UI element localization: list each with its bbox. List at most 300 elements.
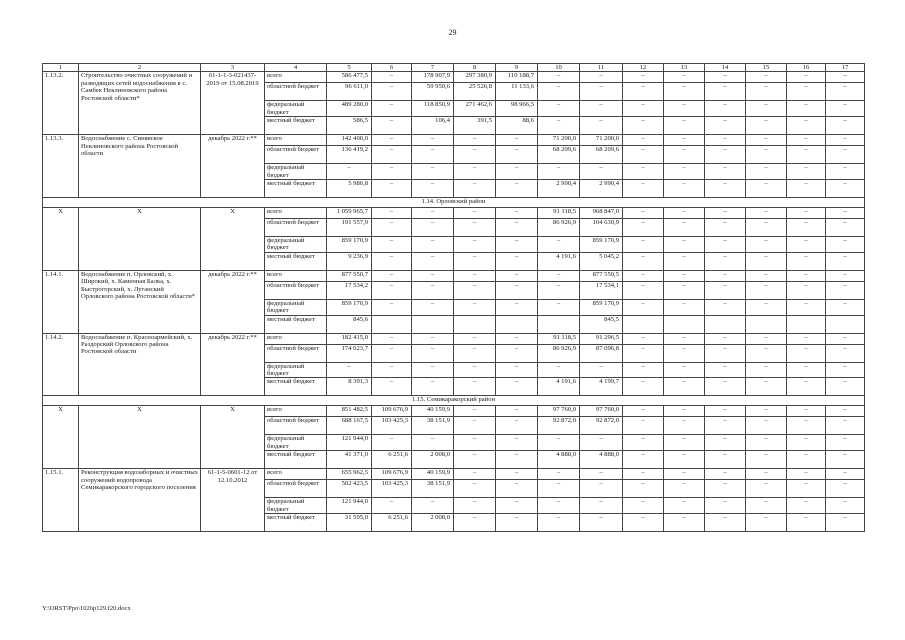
amount-cell: – <box>705 299 746 315</box>
document-date: 61-1-5-0601-12 от 12.10.2012 <box>201 469 265 532</box>
amount-cell: – <box>538 480 580 498</box>
amount-cell: – <box>372 299 412 315</box>
amount-cell: – <box>623 469 664 480</box>
funding-source: всего <box>265 333 327 344</box>
amount-cell: – <box>826 270 865 281</box>
amount-cell: 271 462,6 <box>454 101 496 117</box>
amount-cell: – <box>496 270 538 281</box>
amount-cell: – <box>623 270 664 281</box>
column-number: 1 <box>43 64 79 72</box>
amount-cell: 118 850,9 <box>412 101 454 117</box>
amount-cell: – <box>664 117 705 135</box>
amount-cell: – <box>664 480 705 498</box>
amount-cell: 17 534,2 <box>327 281 372 299</box>
amount-cell: – <box>746 237 787 253</box>
amount-cell: – <box>412 435 454 451</box>
document-date: Х <box>201 208 265 271</box>
amount-cell: – <box>826 378 865 396</box>
funding-source: федеральный бюджет <box>265 299 327 315</box>
amount-cell: – <box>623 164 664 180</box>
amount-cell: – <box>826 333 865 344</box>
amount-cell: – <box>454 208 496 219</box>
item-number: 1.14.2. <box>43 333 79 396</box>
amount-cell: – <box>496 344 538 362</box>
document-date: Х <box>201 406 265 469</box>
amount-cell <box>705 315 746 333</box>
amount-cell: – <box>664 83 705 101</box>
amount-cell: – <box>746 362 787 378</box>
amount-cell: – <box>372 378 412 396</box>
funding-source: областной бюджет <box>265 480 327 498</box>
amount-cell: – <box>454 435 496 451</box>
amount-cell <box>412 315 454 333</box>
object-name: Водоснабжение п. Красноармейский, х. Раздорский Орловского района Ростовской области <box>79 333 201 396</box>
amount-cell: 877 550,7 <box>327 270 372 281</box>
amount-cell: – <box>664 180 705 198</box>
item-number: Х <box>43 208 79 271</box>
amount-cell: – <box>372 208 412 219</box>
amount-cell: – <box>705 417 746 435</box>
amount-cell: – <box>705 498 746 514</box>
funding-source: местный бюджет <box>265 451 327 469</box>
funding-source: федеральный бюджет <box>265 101 327 117</box>
amount-cell: – <box>623 135 664 146</box>
amount-cell: – <box>454 498 496 514</box>
funding-source: всего <box>265 135 327 146</box>
amount-cell: – <box>746 252 787 270</box>
column-number: 16 <box>787 64 826 72</box>
amount-cell: – <box>496 252 538 270</box>
object-name: Х <box>79 208 201 271</box>
amount-cell: – <box>580 435 623 451</box>
amount-cell: – <box>746 435 787 451</box>
amount-cell: – <box>787 117 826 135</box>
amount-cell: – <box>623 83 664 101</box>
amount-cell: – <box>623 146 664 164</box>
amount-cell: 136 419,2 <box>327 146 372 164</box>
amount-cell <box>496 315 538 333</box>
amount-cell: 86 926,9 <box>538 344 580 362</box>
item-number: 1.13.2. <box>43 72 79 135</box>
amount-cell: 968 847,0 <box>580 208 623 219</box>
amount-cell: 91 118,5 <box>538 208 580 219</box>
amount-cell: – <box>372 362 412 378</box>
amount-cell: – <box>664 378 705 396</box>
amount-cell: 109 676,9 <box>372 406 412 417</box>
amount-cell: – <box>623 406 664 417</box>
amount-cell: 655 962,5 <box>327 469 372 480</box>
amount-cell: – <box>496 417 538 435</box>
amount-cell: – <box>826 406 865 417</box>
amount-cell: – <box>826 219 865 237</box>
amount-cell: – <box>787 514 826 532</box>
amount-cell: 106,4 <box>412 117 454 135</box>
funding-source: областной бюджет <box>265 83 327 101</box>
amount-cell: – <box>496 237 538 253</box>
amount-cell: 59 950,6 <box>412 83 454 101</box>
amount-cell: – <box>454 344 496 362</box>
amount-cell: 297 380,9 <box>454 72 496 83</box>
amount-cell: – <box>705 164 746 180</box>
amount-cell: 4 199,7 <box>580 378 623 396</box>
amount-cell: – <box>372 498 412 514</box>
amount-cell <box>826 315 865 333</box>
amount-cell: – <box>372 117 412 135</box>
amount-cell: – <box>496 208 538 219</box>
funding-source: областной бюджет <box>265 417 327 435</box>
amount-cell: 86 926,9 <box>538 219 580 237</box>
amount-cell: – <box>580 469 623 480</box>
amount-cell: – <box>623 378 664 396</box>
amount-cell: – <box>787 83 826 101</box>
amount-cell: – <box>496 378 538 396</box>
amount-cell: – <box>664 451 705 469</box>
amount-cell: – <box>664 219 705 237</box>
amount-cell: – <box>746 180 787 198</box>
amount-cell: – <box>623 101 664 117</box>
amount-cell: 97 760,0 <box>538 406 580 417</box>
amount-cell: – <box>664 299 705 315</box>
amount-cell: – <box>787 101 826 117</box>
amount-cell: – <box>705 480 746 498</box>
amount-cell: 40 159,9 <box>412 469 454 480</box>
amount-cell: – <box>705 180 746 198</box>
amount-cell: – <box>746 146 787 164</box>
amount-cell: – <box>746 344 787 362</box>
amount-cell: – <box>454 378 496 396</box>
amount-cell <box>623 315 664 333</box>
amount-cell: – <box>746 480 787 498</box>
page-number: 29 <box>448 28 457 37</box>
amount-cell: – <box>538 72 580 83</box>
section-header-row <box>43 198 865 208</box>
amount-cell: – <box>787 498 826 514</box>
funding-source: местный бюджет <box>265 514 327 532</box>
amount-cell: – <box>538 164 580 180</box>
column-number: 4 <box>265 64 327 72</box>
amount-cell: – <box>372 101 412 117</box>
amount-cell: – <box>746 164 787 180</box>
amount-cell: – <box>787 164 826 180</box>
amount-cell: – <box>372 237 412 253</box>
amount-cell: – <box>623 72 664 83</box>
funding-source: местный бюджет <box>265 180 327 198</box>
amount-cell: – <box>412 281 454 299</box>
amount-cell <box>664 315 705 333</box>
amount-cell: – <box>623 333 664 344</box>
amount-cell: – <box>664 498 705 514</box>
amount-cell: – <box>746 219 787 237</box>
amount-cell: – <box>496 219 538 237</box>
amount-cell: – <box>496 135 538 146</box>
amount-cell: 4 191,6 <box>538 252 580 270</box>
amount-cell: – <box>787 72 826 83</box>
amount-cell: 859 170,9 <box>580 299 623 315</box>
amount-cell: – <box>746 514 787 532</box>
amount-cell: – <box>705 135 746 146</box>
amount-cell: – <box>412 362 454 378</box>
amount-cell: – <box>496 435 538 451</box>
amount-cell: – <box>705 270 746 281</box>
item-number: Х <box>43 406 79 469</box>
amount-cell: 6 251,6 <box>372 451 412 469</box>
amount-cell: – <box>496 406 538 417</box>
object-name: Х <box>79 406 201 469</box>
amount-cell: 38 151,9 <box>412 417 454 435</box>
amount-cell: – <box>580 164 623 180</box>
amount-cell: 859 170,9 <box>580 237 623 253</box>
item-number: 1.14.1. <box>43 270 79 333</box>
amount-cell: – <box>746 270 787 281</box>
document-date: декабрь 2022 г.** <box>201 135 265 198</box>
funding-source: всего <box>265 72 327 83</box>
file-path-footer: Y:\ORST\Ppo\1026p129.f20.docx <box>42 605 131 612</box>
amount-cell: – <box>623 435 664 451</box>
amount-cell: – <box>412 135 454 146</box>
funding-source: всего <box>265 208 327 219</box>
amount-cell: – <box>372 164 412 180</box>
table-row <box>43 208 865 219</box>
amount-cell: – <box>746 135 787 146</box>
amount-cell: – <box>454 362 496 378</box>
amount-cell: – <box>454 469 496 480</box>
column-number: 13 <box>664 64 705 72</box>
amount-cell: 71 200,0 <box>538 135 580 146</box>
amount-cell: 4 888,0 <box>580 451 623 469</box>
table-row <box>43 469 865 480</box>
amount-cell: – <box>664 514 705 532</box>
amount-cell: – <box>664 281 705 299</box>
table-row <box>43 406 865 417</box>
amount-cell: 845,5 <box>580 315 623 333</box>
amount-cell: – <box>746 281 787 299</box>
amount-cell: 103 425,3 <box>372 417 412 435</box>
column-number: 6 <box>372 64 412 72</box>
amount-cell: – <box>372 333 412 344</box>
amount-cell: – <box>664 344 705 362</box>
amount-cell: – <box>826 281 865 299</box>
amount-cell: – <box>412 237 454 253</box>
amount-cell: – <box>454 146 496 164</box>
amount-cell: – <box>787 237 826 253</box>
amount-cell: – <box>623 362 664 378</box>
amount-cell: – <box>372 252 412 270</box>
amount-cell: – <box>664 135 705 146</box>
amount-cell: – <box>496 164 538 180</box>
amount-cell: – <box>538 435 580 451</box>
funding-source: федеральный бюджет <box>265 435 327 451</box>
funding-source: всего <box>265 270 327 281</box>
amount-cell: – <box>664 208 705 219</box>
amount-cell: – <box>787 344 826 362</box>
funding-source: местный бюджет <box>265 252 327 270</box>
amount-cell: – <box>538 299 580 315</box>
amount-cell: – <box>538 270 580 281</box>
amount-cell: – <box>826 514 865 532</box>
funding-source: федеральный бюджет <box>265 237 327 253</box>
amount-cell <box>746 315 787 333</box>
amount-cell: – <box>826 435 865 451</box>
column-number-row <box>43 64 865 72</box>
document-date: 61-1-1-3-021437-2019 от 15.08.2019 <box>201 72 265 135</box>
amount-cell: – <box>580 83 623 101</box>
amount-cell: – <box>705 333 746 344</box>
amount-cell: – <box>496 146 538 164</box>
amount-cell: – <box>746 406 787 417</box>
table-row <box>43 333 865 344</box>
amount-cell: – <box>746 469 787 480</box>
amount-cell: 71 200,0 <box>580 135 623 146</box>
amount-cell <box>787 315 826 333</box>
item-number: 1.15.1. <box>43 469 79 532</box>
amount-cell: 96 611,0 <box>327 83 372 101</box>
funding-source: областной бюджет <box>265 146 327 164</box>
amount-cell: – <box>787 378 826 396</box>
amount-cell: – <box>412 164 454 180</box>
amount-cell: – <box>580 72 623 83</box>
amount-cell: – <box>454 451 496 469</box>
amount-cell: – <box>787 406 826 417</box>
amount-cell: 4 191,6 <box>538 378 580 396</box>
amount-cell: – <box>496 498 538 514</box>
amount-cell: – <box>746 378 787 396</box>
amount-cell: – <box>623 417 664 435</box>
amount-cell: 98 966,5 <box>496 101 538 117</box>
amount-cell: – <box>623 180 664 198</box>
amount-cell: 92 872,0 <box>580 417 623 435</box>
amount-cell: – <box>580 101 623 117</box>
amount-cell: 110 188,7 <box>496 72 538 83</box>
amount-cell: 121 944,0 <box>327 498 372 514</box>
amount-cell: 68 209,6 <box>538 146 580 164</box>
amount-cell: – <box>454 180 496 198</box>
amount-cell: – <box>496 333 538 344</box>
amount-cell: 877 550,5 <box>580 270 623 281</box>
amount-cell: – <box>623 117 664 135</box>
budget-table <box>42 63 865 532</box>
column-number: 9 <box>496 64 538 72</box>
amount-cell: – <box>787 362 826 378</box>
amount-cell: – <box>705 252 746 270</box>
amount-cell: – <box>787 270 826 281</box>
amount-cell: – <box>538 362 580 378</box>
column-number: 8 <box>454 64 496 72</box>
amount-cell: – <box>705 469 746 480</box>
object-name: Водоснабжение с. Синявское Неклиновского района Ростовской области <box>79 135 201 198</box>
amount-cell: – <box>454 514 496 532</box>
column-number: 5 <box>327 64 372 72</box>
amount-cell: – <box>787 208 826 219</box>
amount-cell: – <box>623 281 664 299</box>
amount-cell: – <box>705 146 746 164</box>
amount-cell: – <box>454 164 496 180</box>
amount-cell: – <box>623 451 664 469</box>
amount-cell: – <box>664 252 705 270</box>
amount-cell: – <box>623 480 664 498</box>
amount-cell: 109 676,9 <box>372 469 412 480</box>
amount-cell: – <box>826 498 865 514</box>
column-number: 15 <box>746 64 787 72</box>
amount-cell: – <box>580 514 623 532</box>
amount-cell: – <box>826 451 865 469</box>
amount-cell: 391,5 <box>454 117 496 135</box>
amount-cell: 586,5 <box>327 117 372 135</box>
amount-cell: – <box>538 281 580 299</box>
amount-cell: – <box>538 83 580 101</box>
amount-cell: – <box>705 514 746 532</box>
amount-cell: – <box>623 498 664 514</box>
funding-source: федеральный бюджет <box>265 164 327 180</box>
section-title: 1.15. Семикаракорский район <box>43 396 865 406</box>
amount-cell: – <box>454 270 496 281</box>
item-number: 1.13.3. <box>43 135 79 198</box>
amount-cell: – <box>372 72 412 83</box>
amount-cell: 8 391,3 <box>327 378 372 396</box>
table-row <box>43 270 865 281</box>
amount-cell: – <box>454 406 496 417</box>
amount-cell: – <box>454 333 496 344</box>
amount-cell: 859 170,9 <box>327 237 372 253</box>
amount-cell: – <box>496 362 538 378</box>
amount-cell: 178 907,9 <box>412 72 454 83</box>
amount-cell: – <box>746 451 787 469</box>
amount-cell: – <box>826 469 865 480</box>
amount-cell: – <box>787 480 826 498</box>
amount-cell: – <box>454 135 496 146</box>
amount-cell: 489 280,0 <box>327 101 372 117</box>
amount-cell <box>454 315 496 333</box>
amount-cell: – <box>664 101 705 117</box>
amount-cell: – <box>454 281 496 299</box>
amount-cell: – <box>746 83 787 101</box>
amount-cell: – <box>705 83 746 101</box>
amount-cell: – <box>705 281 746 299</box>
amount-cell: 5 980,8 <box>327 180 372 198</box>
amount-cell: – <box>664 72 705 83</box>
column-number: 14 <box>705 64 746 72</box>
amount-cell: 2 008,0 <box>412 514 454 532</box>
column-number: 3 <box>201 64 265 72</box>
funding-source: местный бюджет <box>265 315 327 333</box>
amount-cell: 191 557,9 <box>327 219 372 237</box>
amount-cell <box>538 315 580 333</box>
amount-cell: – <box>664 237 705 253</box>
amount-cell: – <box>372 219 412 237</box>
amount-cell: – <box>826 83 865 101</box>
amount-cell: 121 944,0 <box>327 435 372 451</box>
amount-cell: – <box>496 469 538 480</box>
amount-cell: – <box>623 237 664 253</box>
amount-cell: 5 045,2 <box>580 252 623 270</box>
amount-cell: – <box>664 146 705 164</box>
amount-cell: 859 170,9 <box>327 299 372 315</box>
amount-cell: – <box>412 180 454 198</box>
amount-cell: – <box>664 417 705 435</box>
amount-cell: – <box>787 417 826 435</box>
amount-cell: 851 482,5 <box>327 406 372 417</box>
amount-cell: – <box>623 252 664 270</box>
amount-cell: – <box>580 362 623 378</box>
amount-cell: – <box>787 333 826 344</box>
amount-cell: – <box>787 146 826 164</box>
amount-cell: – <box>372 281 412 299</box>
amount-cell: – <box>454 219 496 237</box>
amount-cell: – <box>454 480 496 498</box>
amount-cell: – <box>454 299 496 315</box>
amount-cell: – <box>664 406 705 417</box>
amount-cell: 31 595,0 <box>327 514 372 532</box>
amount-cell: – <box>412 270 454 281</box>
